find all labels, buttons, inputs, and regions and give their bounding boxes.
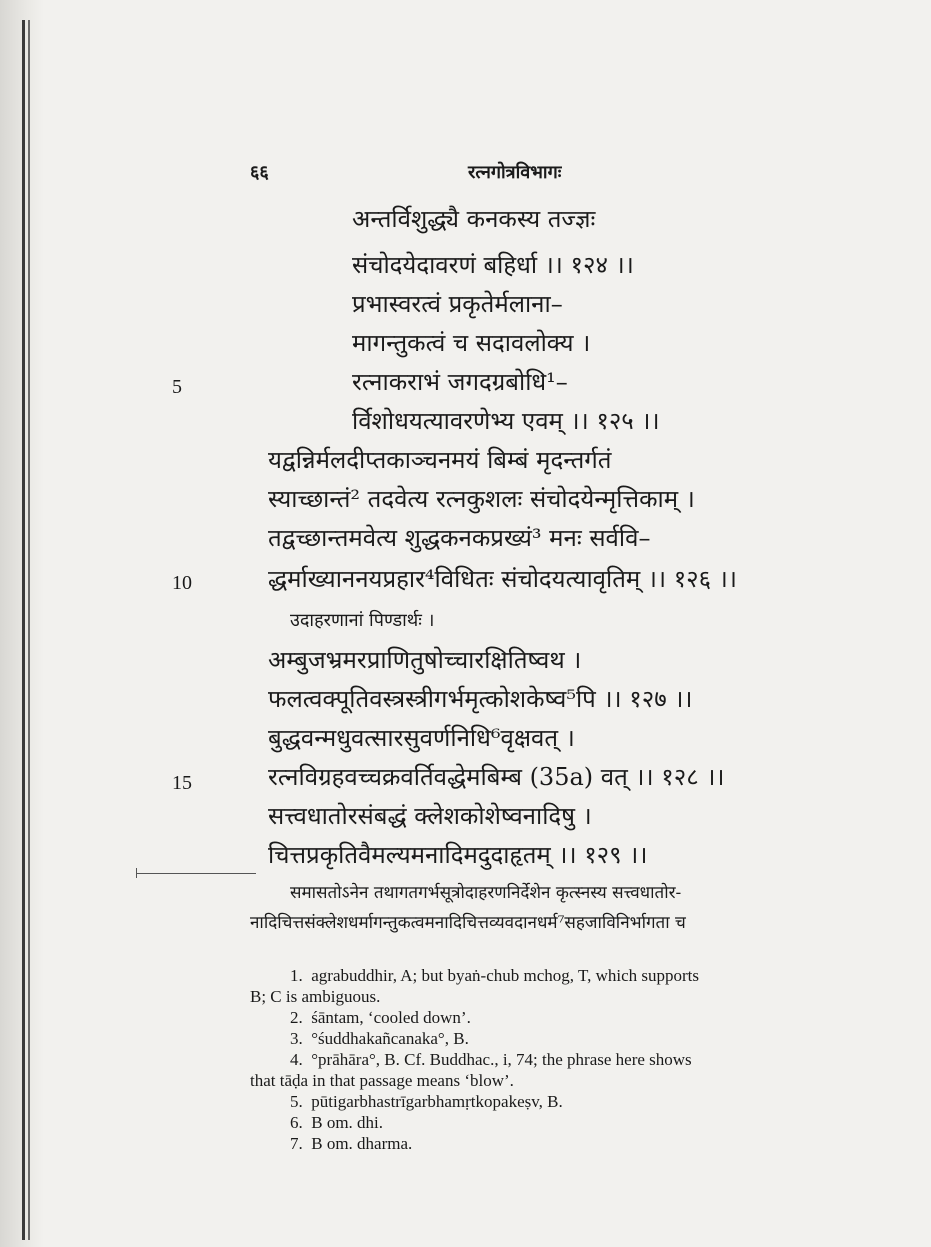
running-title: रत्नगोत्रविभागः	[468, 162, 562, 183]
verse-line: फलत्वक्पूतिवस्त्रस्त्रीगर्भमृत्कोशकेष्व⁵पि ।। १२७ ।।	[268, 685, 693, 713]
footnote: 3. °śuddhakañcanaka°, B.	[290, 1029, 469, 1048]
verse-line: स्याच्छान्तं² तदवेत्य रत्नकुशलः संचोदयेन्मृत्तिकाम् ।	[268, 485, 695, 513]
verse-line: रत्नविग्रहवच्चक्रवर्तिवद्धेमबिम्ब (35a) वत् ।। १२८ ।।	[268, 763, 725, 791]
gutter-rule	[28, 20, 30, 1240]
scan-gutter	[0, 0, 44, 1247]
verse-line: बुद्धवन्मधुवत्सारसुवर्णनिधि⁶वृक्षवत् ।	[268, 724, 575, 752]
verse-line: संचोदयेदावरणं बहिर्धा ।। १२४ ।।	[352, 251, 634, 279]
verse-line: अन्तर्विशुद्ध्यै कनकस्य तज्ज्ञः	[352, 205, 596, 233]
prose-line: समासतोऽनेन तथागतगर्भसूत्रोदाहरणनिर्देशेन कृत्स्नस्य सत्त्वधातोर-	[290, 883, 682, 903]
section-heading: उदाहरणानां पिण्डार्थः ।	[290, 610, 435, 631]
footnote: 1. agrabuddhir, A; but byaṅ-chub mchog, T, which supports	[290, 966, 699, 985]
verse-line: चित्तप्रकृतिवैमल्यमनादिमदुदाहृतम् ।। १२९ ।।	[268, 841, 648, 869]
footnote: 5. pūtigarbhastrīgarbhamṛtkopakeṣv, B.	[290, 1092, 563, 1111]
verse-line: रत्नाकराभं जगदग्रबोधि¹–	[352, 368, 568, 396]
verse-line: सत्त्वधातोरसंबद्धं क्लेशकोशेष्वनादिषु ।	[268, 802, 592, 830]
verse-line: यद्वन्निर्मलदीप्तकाञ्चनमयं बिम्बं मृदन्तर्गतं	[268, 446, 612, 474]
footnote: B; C is ambiguous.	[250, 987, 381, 1006]
gutter-rule	[22, 20, 25, 1240]
line-number: 15	[172, 772, 192, 794]
prose-line: नादिचित्तसंक्लेशधर्मागन्तुकत्वमनादिचित्तव्यवदानधर्म⁷सहजाविनिर्भागता च	[250, 913, 686, 933]
verse-line: अम्बुजभ्रमरप्राणितुषोच्चारक्षितिष्वथ ।	[268, 646, 582, 674]
line-number: 5	[172, 376, 182, 398]
page-number: ६६	[250, 162, 269, 183]
verse-line: द्धर्माख्याननयप्रहार⁴विधितः संचोदयत्यावृतिम् ।। १२६ ।।	[268, 565, 737, 593]
footnote: that tāḍa in that passage means ‘blow’.	[250, 1071, 514, 1090]
verse-line: मागन्तुकत्वं च सदावलोक्य ।	[352, 329, 591, 357]
margin-mark	[136, 873, 256, 874]
footnote: 7. B om. dharma.	[290, 1134, 413, 1153]
verse-line: तद्वच्छान्तमवेत्य शुद्धकनकप्रख्यं³ मनः सर्ववि–	[268, 524, 651, 552]
footnote: 2. śāntam, ‘cooled down’.	[290, 1008, 471, 1027]
verse-line: र्विशोधयत्यावरणेभ्य एवम् ।। १२५ ।।	[352, 407, 660, 435]
footnote: 6. B om. dhi.	[290, 1113, 384, 1132]
footnote: 4. °prāhāra°, B. Cf. Buddhac., i, 74; the phrase here shows	[290, 1050, 692, 1069]
line-number: 10	[172, 572, 192, 594]
verse-line: प्रभास्वरत्वं प्रकृतेर्मलाना–	[352, 290, 563, 318]
